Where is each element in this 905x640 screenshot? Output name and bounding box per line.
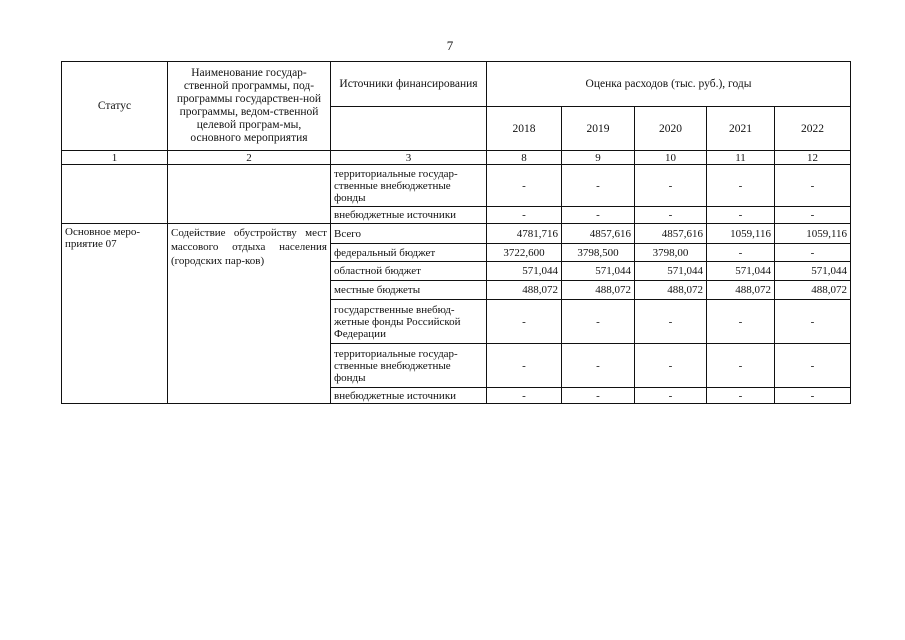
- value-cell: -: [562, 344, 635, 388]
- value-cell: 571,044: [707, 262, 775, 281]
- value-cell: 571,044: [775, 262, 851, 281]
- value-cell: -: [635, 300, 707, 344]
- value-cell: 3722,600: [487, 244, 562, 262]
- source-cell: федеральный бюджет: [331, 244, 487, 262]
- year-2020: 2020: [635, 107, 707, 151]
- value-cell: 571,044: [635, 262, 707, 281]
- value-cell: 488,072: [562, 281, 635, 300]
- status-cell-empty: [62, 165, 168, 224]
- value-cell: 4857,616: [562, 224, 635, 244]
- value-cell: -: [635, 207, 707, 224]
- value-cell: 488,072: [775, 281, 851, 300]
- col-number: 12: [775, 151, 851, 165]
- header-sources: Источники финансирования: [331, 62, 487, 107]
- header-status: Статус: [62, 62, 168, 151]
- value-cell: -: [562, 300, 635, 344]
- header-name: Наименование государ-ственной программы, под-программы государствен-ной программы, ведом-ственной целевой програм-мы, основного мероприятия: [168, 62, 331, 151]
- value-cell: -: [775, 244, 851, 262]
- name-cell-empty: [168, 165, 331, 224]
- value-cell: -: [635, 165, 707, 207]
- source-cell: внебюджетные источники: [331, 207, 487, 224]
- source-cell: территориальные государ-ственные внебюджетные фонды: [331, 344, 487, 388]
- header-row: [62, 62, 851, 107]
- value-cell: -: [487, 300, 562, 344]
- value-cell: -: [487, 207, 562, 224]
- value-cell: -: [487, 388, 562, 404]
- column-numbers-row: [62, 151, 851, 165]
- value-cell: -: [562, 165, 635, 207]
- value-cell: -: [635, 344, 707, 388]
- value-cell: 571,044: [562, 262, 635, 281]
- value-cell: -: [487, 344, 562, 388]
- col-number: 3: [331, 151, 487, 165]
- value-cell: -: [707, 244, 775, 262]
- value-cell: -: [775, 300, 851, 344]
- year-2018: 2018: [487, 107, 562, 151]
- table-row: [62, 165, 851, 207]
- value-cell: -: [487, 165, 562, 207]
- source-cell: территориальные государ-ственные внебюджетные фонды: [331, 165, 487, 207]
- name-cell: Содействие обустройству мест массового отдыха населения (городских пар-ков): [168, 224, 331, 404]
- value-cell: 1059,116: [775, 224, 851, 244]
- value-cell: -: [707, 344, 775, 388]
- year-2021: 2021: [707, 107, 775, 151]
- header-sources-empty: [331, 107, 487, 151]
- value-cell: 3798,00: [635, 244, 707, 262]
- value-cell: -: [775, 344, 851, 388]
- table-row: [62, 224, 851, 244]
- col-number: 1: [62, 151, 168, 165]
- value-cell: -: [707, 388, 775, 404]
- col-number: 8: [487, 151, 562, 165]
- col-number: 9: [562, 151, 635, 165]
- col-number: 11: [707, 151, 775, 165]
- value-cell: 488,072: [707, 281, 775, 300]
- year-2022: 2022: [775, 107, 851, 151]
- value-cell: 3798,500: [562, 244, 635, 262]
- source-cell: государственные внебюд-жетные фонды Российской Федерации: [331, 300, 487, 344]
- year-2019: 2019: [562, 107, 635, 151]
- source-cell: Всего: [331, 224, 487, 244]
- header-estimate: Оценка расходов (тыс. руб.), годы: [487, 62, 851, 107]
- value-cell: -: [775, 388, 851, 404]
- source-cell: внебюджетные источники: [331, 388, 487, 404]
- value-cell: 1059,116: [707, 224, 775, 244]
- budget-table: [61, 61, 851, 404]
- col-number: 2: [168, 151, 331, 165]
- col-number: 10: [635, 151, 707, 165]
- value-cell: -: [562, 388, 635, 404]
- value-cell: -: [707, 165, 775, 207]
- value-cell: -: [775, 207, 851, 224]
- page-number: 7: [446, 38, 454, 53]
- source-cell: областной бюджет: [331, 262, 487, 281]
- value-cell: 4857,616: [635, 224, 707, 244]
- value-cell: 4781,716: [487, 224, 562, 244]
- value-cell: -: [562, 207, 635, 224]
- status-cell: Основное меро-приятие 07: [62, 224, 168, 404]
- value-cell: -: [635, 388, 707, 404]
- value-cell: -: [707, 207, 775, 224]
- value-cell: 488,072: [487, 281, 562, 300]
- value-cell: -: [775, 165, 851, 207]
- value-cell: -: [707, 300, 775, 344]
- value-cell: 571,044: [487, 262, 562, 281]
- value-cell: 488,072: [635, 281, 707, 300]
- source-cell: местные бюджеты: [331, 281, 487, 300]
